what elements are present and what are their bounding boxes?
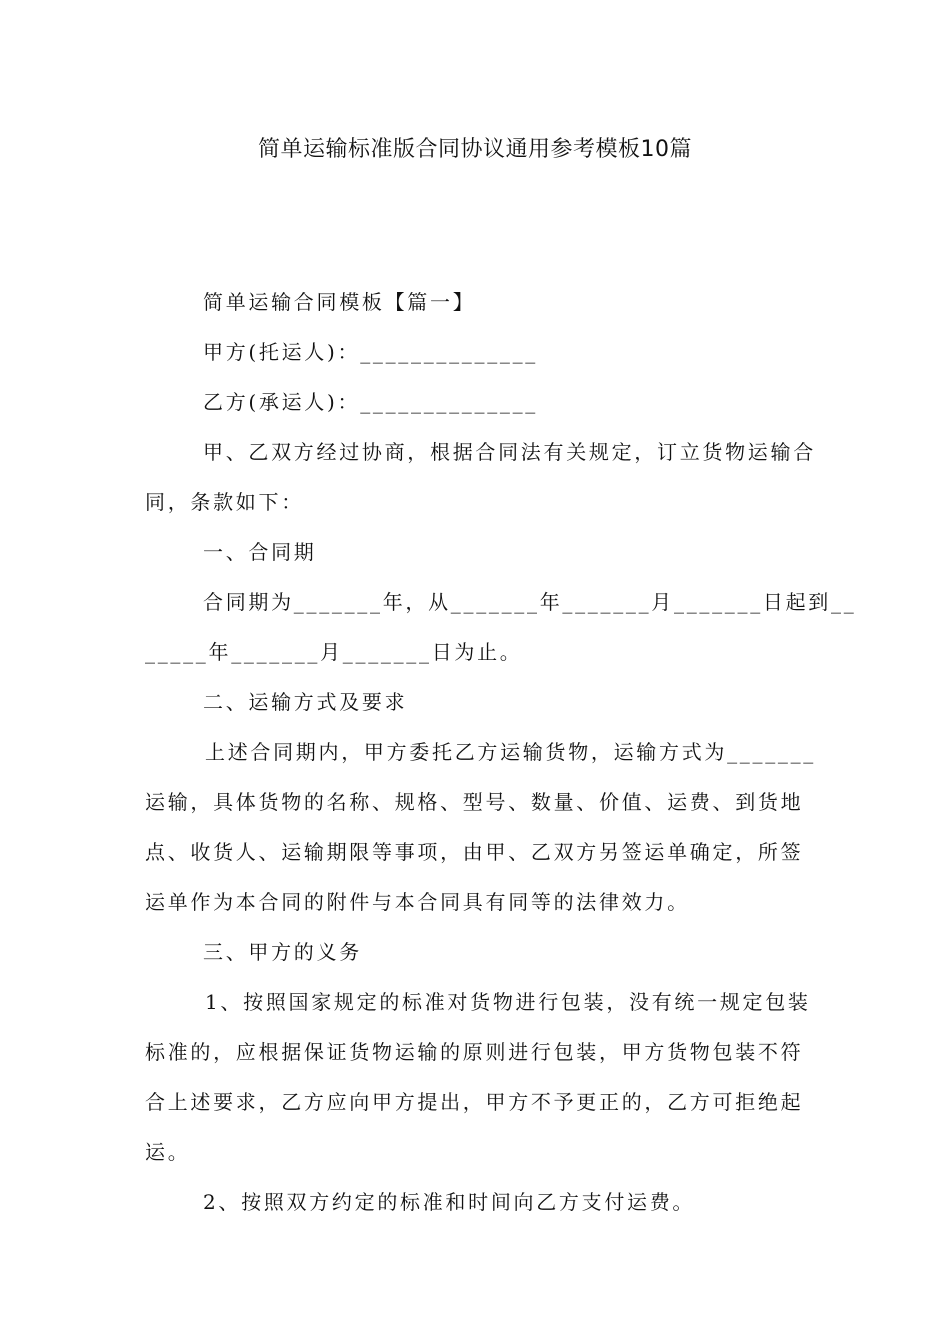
- paragraph-line: 同，条款如下：: [145, 490, 304, 514]
- clause-heading: 一、合同期: [203, 540, 317, 564]
- paragraph-line: 运单作为本合同的附件与本合同具有同等的法律效力。: [145, 890, 690, 914]
- paragraph-line: 点、收货人、运输期限等事项，由甲、乙双方另签运单确定，所签: [145, 840, 804, 864]
- party-b-line: 乙方(承运人)：______________: [203, 390, 539, 414]
- document-title: 简单运输标准版合同协议通用参考模板10篇: [258, 137, 692, 162]
- paragraph-line: 运。: [145, 1140, 191, 1164]
- paragraph-line: 合上述要求，乙方应向甲方提出，甲方不予更正的，乙方可拒绝起: [145, 1090, 804, 1114]
- paragraph-line: 上述合同期内，甲方委托乙方运输货物，运输方式为_______: [205, 740, 816, 764]
- clause-heading: 三、甲方的义务: [203, 940, 362, 964]
- paragraph-line: 1、按照国家规定的标准对货物进行包装，没有统一规定包装: [205, 990, 811, 1014]
- paragraph-line: 标准的，应根据保证货物运输的原则进行包装，甲方货物包装不符: [145, 1040, 804, 1064]
- paragraph-line: _____年_______月_______日为止。: [145, 640, 523, 664]
- paragraph-line: 合同期为_______年，从_______年_______月_______日起到__: [203, 590, 857, 614]
- paragraph-line: 2、按照双方约定的标准和时间向乙方支付运费。: [203, 1190, 696, 1214]
- section-heading-part-one: 简单运输合同模板【篇一】: [203, 290, 476, 314]
- clause-heading: 二、运输方式及要求: [203, 690, 408, 714]
- paragraph-line: 甲、乙双方经过协商，根据合同法有关规定，订立货物运输合: [203, 440, 816, 464]
- paragraph-line: 运输，具体货物的名称、规格、型号、数量、价值、运费、到货地: [145, 790, 804, 814]
- party-a-line: 甲方(托运人)：______________: [203, 340, 539, 364]
